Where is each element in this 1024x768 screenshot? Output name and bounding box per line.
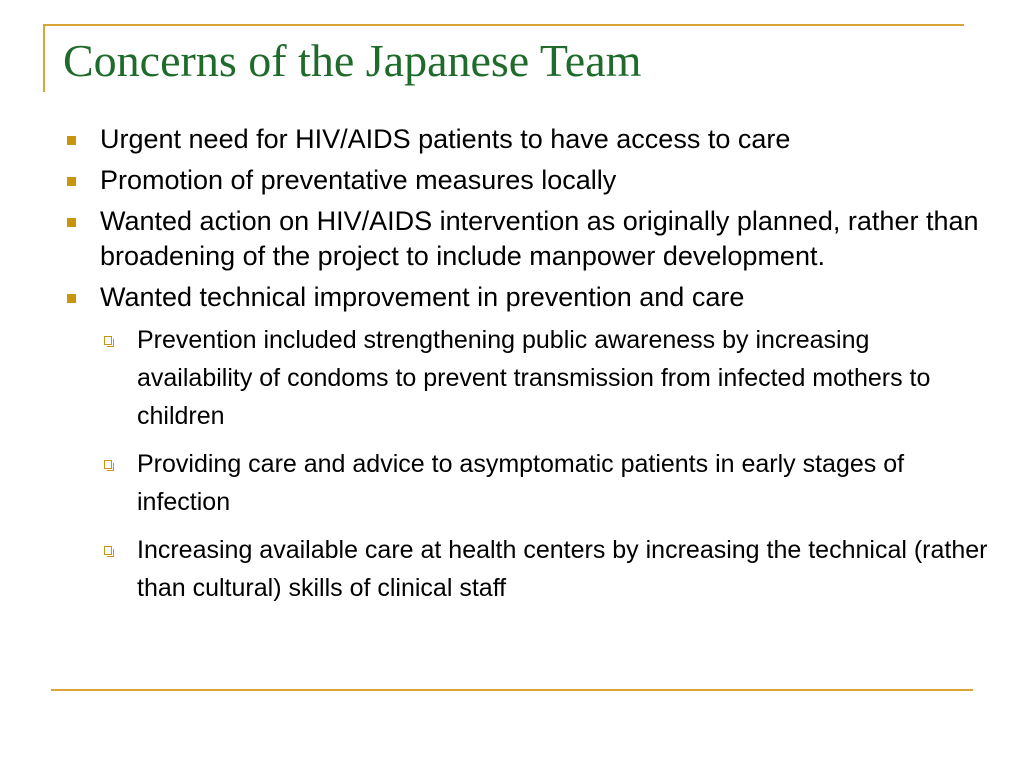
sub-bullet-text: Providing care and advice to asymptomatic patients in early stages of infection <box>137 450 905 516</box>
sub-bullet-item <box>60 321 990 435</box>
sub-bullet-text: Increasing available care at health centers by increasing the technical (rather than cultural) skills of clinical staff <box>137 536 988 602</box>
bullet-text: Promotion of preventative measures locally <box>100 165 617 195</box>
sub-bullet-item <box>60 445 990 521</box>
slide-body <box>60 122 990 617</box>
bottom-rule <box>51 689 973 691</box>
top-rule <box>44 24 964 26</box>
box-bullet-icon <box>104 336 112 345</box>
bullet-text: Wanted technical improvement in prevention and care <box>100 282 745 312</box>
slide-title: Concerns of the Japanese Team <box>63 35 642 86</box>
bullet-text: Wanted action on HIV/AIDS intervention as originally planned, rather than broadening of the project to include manpower development. <box>100 206 979 271</box>
left-rule <box>43 24 45 92</box>
square-bullet-icon <box>67 218 76 227</box>
box-bullet-icon <box>104 460 112 469</box>
bullet-item <box>60 280 990 315</box>
bullet-item <box>60 163 990 198</box>
bullet-item <box>60 204 990 274</box>
square-bullet-icon <box>67 177 76 186</box>
box-bullet-icon <box>104 546 112 555</box>
bullet-text: Urgent need for HIV/AIDS patients to have access to care <box>100 124 791 154</box>
square-bullet-icon <box>67 136 76 145</box>
bullet-item <box>60 122 990 157</box>
sub-bullet-text: Prevention included strengthening public awareness by increasing availability of condoms to prevent transmission from infected mothers to children <box>137 326 931 430</box>
square-bullet-icon <box>67 294 76 303</box>
sub-bullet-item <box>60 531 990 607</box>
